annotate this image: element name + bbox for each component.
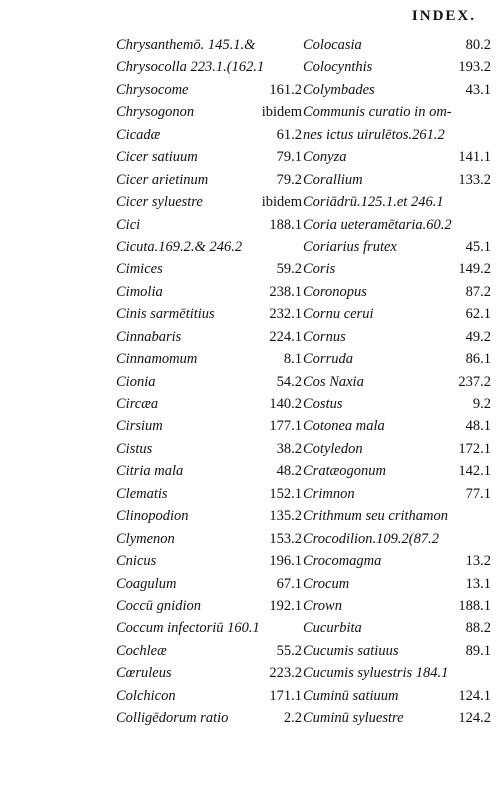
index-term: Cinis sarmētitius xyxy=(116,306,215,323)
index-entry xyxy=(303,101,491,123)
index-entry xyxy=(303,214,491,236)
index-page-ref: 232.1 xyxy=(266,303,302,325)
index-page-ref: 38.2 xyxy=(274,438,302,460)
index-term: Chrysocolla 223.1.(162.1 xyxy=(116,59,265,76)
index-term: Costus xyxy=(303,396,343,412)
index-term: Cochleæ xyxy=(116,642,167,659)
index-page-ref: 77.1 xyxy=(463,483,491,505)
index-term: Coccum infectoriū 160.1 xyxy=(116,620,260,637)
index-entry xyxy=(303,303,491,325)
index-term: Citria mala xyxy=(116,463,184,480)
index-term: Cici xyxy=(116,216,141,233)
index-entry xyxy=(116,303,302,325)
index-page-ref: 224.1 xyxy=(266,326,302,348)
index-page-ref: 45.1 xyxy=(463,236,491,258)
index-page-ref: 149.2 xyxy=(455,258,491,280)
index-term: Cimices xyxy=(116,261,163,278)
index-page-ref: 79.2 xyxy=(274,169,302,191)
index-term: Cicadæ xyxy=(116,126,161,143)
index-page-ref: 89.1 xyxy=(463,640,491,662)
index-term: Conyza xyxy=(303,149,347,166)
index-entry xyxy=(303,56,491,78)
index-term: Colocasia xyxy=(303,37,362,53)
index-term: Cicer satiuum xyxy=(116,149,198,166)
index-entry xyxy=(116,393,302,415)
page-header: INDEX. xyxy=(411,8,476,24)
index-term: Cœruleus xyxy=(116,665,172,682)
index-entry xyxy=(116,595,302,617)
index-entry xyxy=(116,348,302,370)
index-term: Clematis xyxy=(116,485,168,502)
index-term: Coronopus xyxy=(303,283,367,300)
index-entry xyxy=(303,191,491,213)
index-entry xyxy=(116,438,302,460)
index-page-ref: 79.1 xyxy=(274,146,302,168)
index-term: Clinopodion xyxy=(116,508,189,525)
index-page-ref: 8.1 xyxy=(281,348,302,370)
index-term: Cinnamomum xyxy=(116,351,198,368)
index-entry xyxy=(303,550,491,572)
index-term: Colchicon xyxy=(116,687,176,704)
index-page-ref: 142.1 xyxy=(455,460,491,482)
index-entry xyxy=(303,415,491,437)
index-entry xyxy=(303,79,491,101)
index-page-ref: 161.2 xyxy=(266,79,302,101)
index-page-ref: 177.1 xyxy=(266,415,302,437)
index-term: Cornu cerui xyxy=(303,306,374,323)
index-entry xyxy=(116,101,302,123)
index-entry xyxy=(303,573,491,595)
index-term: Cistus xyxy=(116,440,153,457)
index-term: Cionia xyxy=(116,373,156,390)
index-page-ref: 152.1 xyxy=(266,483,302,505)
index-page-ref: 133.2 xyxy=(455,169,491,191)
index-page-ref: 140.2 xyxy=(266,393,302,415)
index-entry xyxy=(116,550,302,572)
index-page-ref: 48.1 xyxy=(463,415,491,437)
index-entry xyxy=(116,281,302,303)
index-entry xyxy=(303,595,491,617)
index-column-right xyxy=(303,34,491,730)
index-term: Cucumis satiuus xyxy=(303,642,399,659)
index-page-ref: 188.1 xyxy=(455,595,491,617)
index-entry xyxy=(116,685,302,707)
index-term: Cicer arietinum xyxy=(116,171,209,188)
index-term: Cimolia xyxy=(116,283,163,300)
index-entry xyxy=(303,528,491,550)
index-term: Cicer syluestre xyxy=(116,194,203,211)
index-term: Crocum xyxy=(303,575,350,592)
index-page-ref: 153.2 xyxy=(266,528,302,550)
index-term: Coagulum xyxy=(116,575,177,592)
index-term: Circæa xyxy=(116,396,159,412)
index-entry xyxy=(303,371,491,393)
index-entry xyxy=(303,483,491,505)
index-page-ref: 61.2 xyxy=(274,124,302,146)
index-term: Corallium xyxy=(303,171,363,188)
index-page-ref: 124.1 xyxy=(455,685,491,707)
index-term: Cucumis syluestris 184.1 xyxy=(303,665,449,682)
index-entry xyxy=(303,169,491,191)
index-term: Clymenon xyxy=(116,530,175,547)
index-entry xyxy=(116,169,302,191)
index-term: Coccū gnidion xyxy=(116,597,201,614)
index-page-ref: 9.2 xyxy=(470,393,491,415)
index-entry xyxy=(303,236,491,258)
index-page-ref: 62.1 xyxy=(463,303,491,325)
index-term: Cos Naxia xyxy=(303,373,364,390)
index-entry xyxy=(303,326,491,348)
index-term: Cnicus xyxy=(116,553,157,570)
index-entry xyxy=(116,617,302,639)
index-term: Cotyledon xyxy=(303,440,363,457)
index-entry xyxy=(116,56,302,78)
index-term: Corruda xyxy=(303,351,353,368)
index-page-ref: 54.2 xyxy=(274,371,302,393)
index-page-ref: 48.2 xyxy=(274,460,302,482)
index-page-ref: 196.1 xyxy=(266,550,302,572)
index-entry xyxy=(116,415,302,437)
index-entry xyxy=(303,348,491,370)
index-term: Cirsium xyxy=(116,418,163,435)
index-page-ref: 43.1 xyxy=(463,79,491,101)
index-term: Crimnon xyxy=(303,485,355,502)
index-term: Cuminū satiuum xyxy=(303,687,399,704)
index-entry xyxy=(303,393,491,415)
index-page-ref: 141.1 xyxy=(455,146,491,168)
index-page-ref: 88.2 xyxy=(463,617,491,639)
index-page-ref: 13.1 xyxy=(463,573,491,595)
index-page-ref: 13.2 xyxy=(463,550,491,572)
index-term: Crocomagma xyxy=(303,553,382,570)
index-term: Crithmum seu crithamon xyxy=(303,508,448,525)
index-term: Cotonea mala xyxy=(303,418,385,435)
index-entry xyxy=(116,505,302,527)
index-page-ref: 2.2 xyxy=(281,707,302,729)
index-page-ref: 55.2 xyxy=(274,640,302,662)
index-page-ref: 171.1 xyxy=(266,685,302,707)
index-term: Cornus xyxy=(303,328,346,345)
index-entry xyxy=(116,124,302,146)
index-page-ref: 223.2 xyxy=(266,662,302,684)
index-entry xyxy=(303,505,491,527)
index-entry xyxy=(303,640,491,662)
index-entry xyxy=(116,79,302,101)
index-term: Cucurbita xyxy=(303,620,362,637)
index-entry xyxy=(303,258,491,280)
index-term: nes ictus uirulētos.261.2 xyxy=(303,126,445,143)
index-term: Coriarius frutex xyxy=(303,238,397,255)
index-term: Crown xyxy=(303,597,342,614)
index-entry xyxy=(303,460,491,482)
index-entry xyxy=(116,640,302,662)
index-page-ref: 86.1 xyxy=(463,348,491,370)
index-page-ref: 192.1 xyxy=(266,595,302,617)
index-entry xyxy=(116,214,302,236)
index-term: Cuminū syluestre xyxy=(303,710,404,727)
index-page-ref: 49.2 xyxy=(463,326,491,348)
index-entry xyxy=(116,528,302,550)
index-entry xyxy=(116,483,302,505)
index-entry xyxy=(116,258,302,280)
index-term: Cicuta.169.2.& 246.2 xyxy=(116,238,243,255)
index-term: Chrysanthemō. 145.1.& xyxy=(116,37,256,53)
index-entry xyxy=(303,617,491,639)
index-term: Coria ueteramētaria.60.2 xyxy=(303,216,452,233)
index-term: Cratæogonum xyxy=(303,463,386,480)
index-entry xyxy=(116,460,302,482)
index-page-ref: 188.1 xyxy=(266,214,302,236)
index-page-ref: ibidem xyxy=(259,101,302,123)
index-term: Coris xyxy=(303,261,336,278)
index-term: Coriādrū.125.1.et 246.1 xyxy=(303,194,444,211)
index-entry xyxy=(303,281,491,303)
index-term: Communis curatio in om- xyxy=(303,104,452,121)
index-entry xyxy=(116,662,302,684)
index-page-ref: 80.2 xyxy=(463,34,491,56)
index-term: Chrysogonon xyxy=(116,104,195,121)
index-column-left xyxy=(116,34,302,730)
index-entry xyxy=(303,146,491,168)
index-page-ref: 238.1 xyxy=(266,281,302,303)
index-entry xyxy=(303,438,491,460)
index-page-ref: 59.2 xyxy=(274,258,302,280)
index-entry xyxy=(303,124,491,146)
index-page-ref: ibidem xyxy=(259,191,302,213)
index-entry xyxy=(116,236,302,258)
index-page-ref: 172.1 xyxy=(455,438,491,460)
index-entry xyxy=(116,34,302,56)
index-entry xyxy=(116,573,302,595)
index-term: Colocynthis xyxy=(303,59,373,76)
index-page-ref: 67.1 xyxy=(274,573,302,595)
index-entry xyxy=(303,662,491,684)
index-entry xyxy=(303,685,491,707)
index-page-ref: 193.2 xyxy=(455,56,491,78)
index-term: Cinnabaris xyxy=(116,328,182,345)
index-page-ref: 124.2 xyxy=(455,707,491,729)
index-term: Chrysocome xyxy=(116,81,189,98)
index-page-ref: 135.2 xyxy=(266,505,302,527)
index-entry xyxy=(116,707,302,729)
index-term: Crocodilion.109.2(87.2 xyxy=(303,530,440,547)
index-entry xyxy=(303,707,491,729)
index-entry xyxy=(116,191,302,213)
index-page-ref: 87.2 xyxy=(463,281,491,303)
index-entry xyxy=(116,146,302,168)
index-entry xyxy=(116,326,302,348)
index-entry xyxy=(303,34,491,56)
index-term: Colligēdorum ratio xyxy=(116,710,229,727)
index-term: Colymbades xyxy=(303,81,375,98)
index-entry xyxy=(116,371,302,393)
index-page-ref: 237.2 xyxy=(455,371,491,393)
